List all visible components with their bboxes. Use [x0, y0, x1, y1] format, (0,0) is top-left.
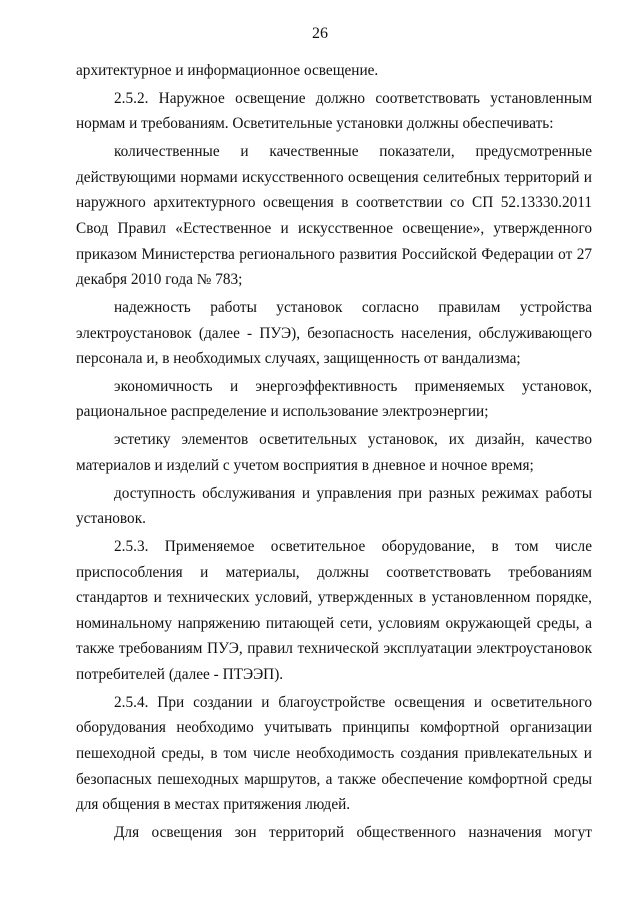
list-item-accessibility: доступность обслуживания и управления при разных режимах работы установок. — [76, 484, 592, 528]
document-body — [76, 58, 592, 848]
page-number: 26 — [312, 25, 328, 42]
paragraph-continuation: архитектурное и информационное освещение. — [76, 62, 379, 79]
list-item-economy: экономичность и энергоэффективность применяемых установок, рациональное распределение и использование электроэнергии; — [76, 377, 592, 421]
paragraph-2-5-2: 2.5.2. Наружное освещение должно соответствовать установленным нормам и требованиям. Осветительные установки должны обеспечивать: — [76, 89, 592, 133]
paragraph-2-5-4: 2.5.4. При создании и благоустройстве освещения и осветительного оборудования необходимо учитывать принципы комфортной организации пешеходной среды, в том числе необходимость создания привлекательных и безопасных пешеходных маршрутов, а также обеспечение комфортной среды для общения в местах притяжения людей. — [76, 693, 592, 814]
list-item-reliability: надежность работы установок согласно правилам устройства электроустановок (далее - ПУЭ), безопасность населения, обслуживающего персонала и, в необходимых случаях, защищенность от вандализма; — [76, 298, 592, 368]
paragraph-2-5-3: 2.5.3. Применяемое осветительное оборудование, в том числе приспособления и материалы, должны соответствовать требованиям стандартов и технических условий, утвержденных в установленном порядке, номинальному напряжению питающей сети, условиям окружающей среды, а также требованиям ПУЭ, правил технической эксплуатации электроустановок потребителей (далее - ПТЭЭП). — [76, 538, 592, 683]
list-item-aesthetics: эстетику элементов осветительных установок, их дизайн, качество материалов и изделий с учетом восприятия в дневное и ночное время; — [76, 431, 592, 474]
paragraph-public-zones: Для освещения зон территорий общественного назначения могут — [114, 823, 592, 841]
list-item-quantitative-indicators: количественные и качественные показатели, предусмотренные действующими нормами искусственного освещения селитебных территорий и наружного архитектурного освещения в соответствии со СП 52.13330.2011 Свод Правил «Естественное и искусственное освещение», утвержденного приказом Министерства регионального развития Российской Федерации от 27 декабря 2010 года № 783; — [76, 143, 592, 289]
